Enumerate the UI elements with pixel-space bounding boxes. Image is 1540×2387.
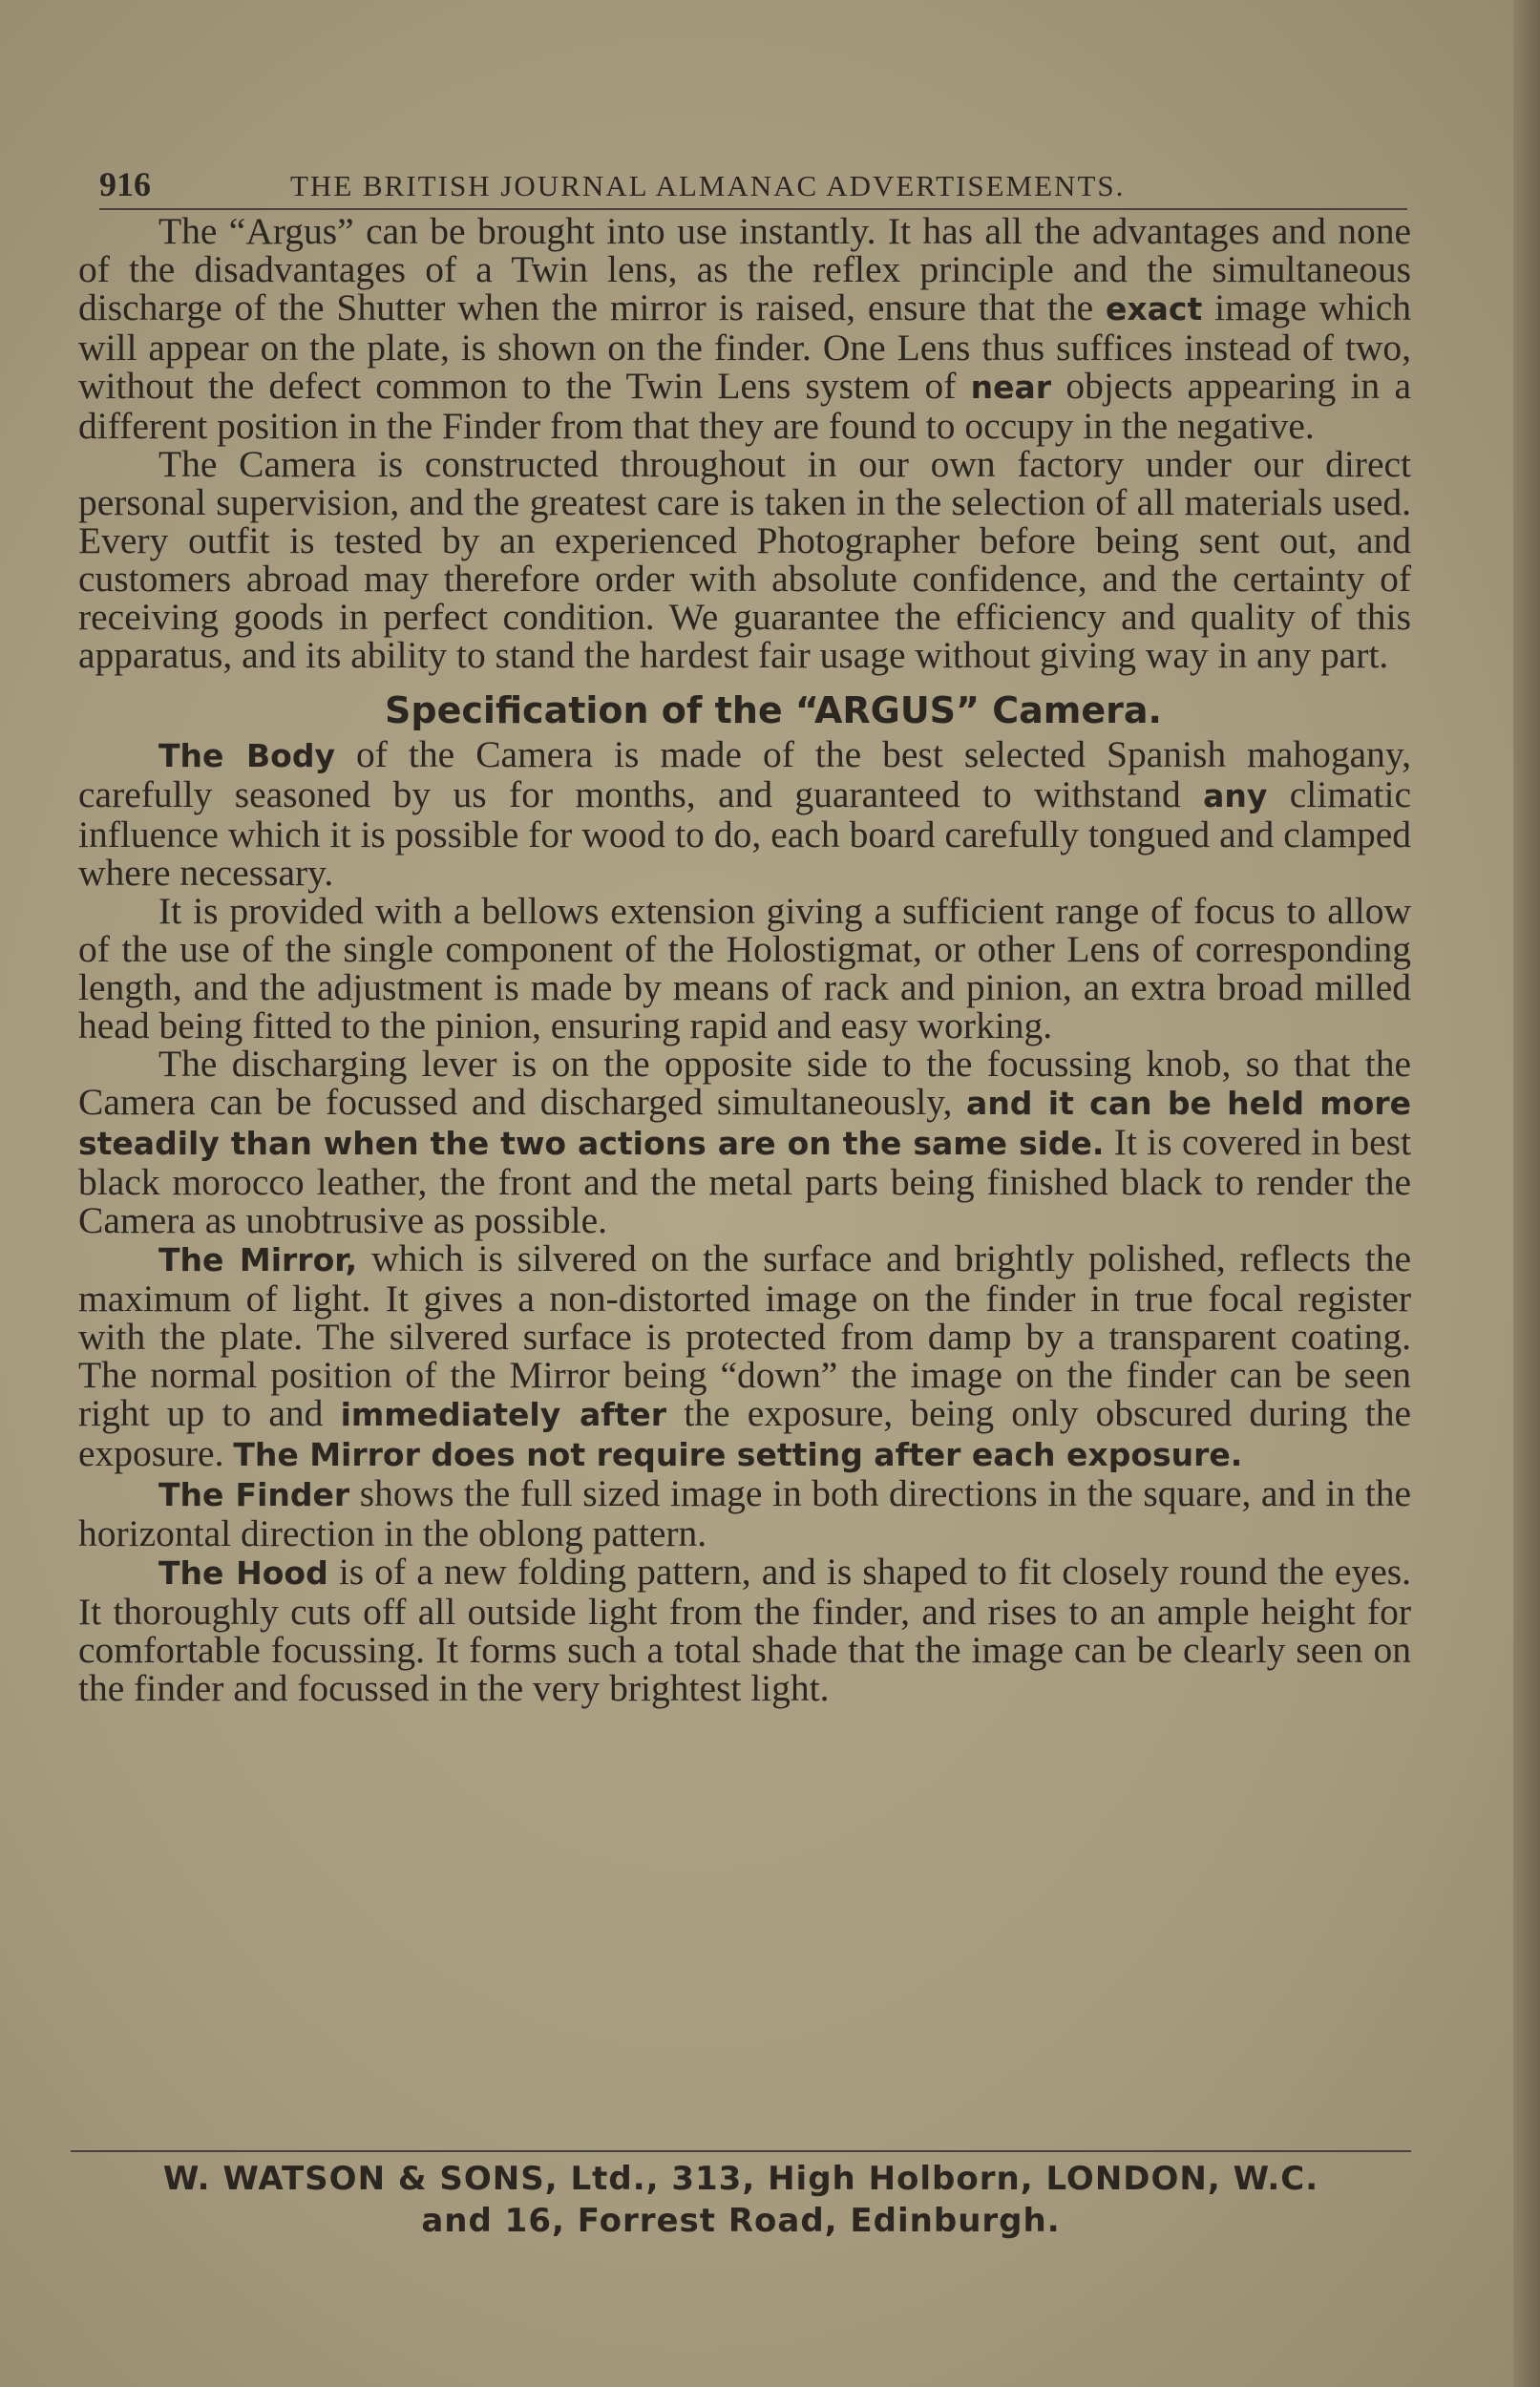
run-in-heading: The Body — [158, 737, 335, 774]
text-run: climatic influence which it is possible for wood to do, each board carefully tongued and clamped where necessary. — [78, 773, 1411, 894]
emphasis: any — [1203, 777, 1268, 814]
specification-heading: Specification of the “ARGUS” Camera. — [385, 689, 1162, 731]
run-in-heading: The Mirror, — [158, 1241, 358, 1278]
text-run: which is silvered on the surface and brightly polished, reflects the maximum of light. It gives a non-distorted image on the finder in true focal register with the plate. The silvered surface is protected from damp by a transparent coating. The normal position of the Mirror being “down” the image on the finder can be seen right up to and — [78, 1237, 1411, 1434]
run-in-heading: The Hood — [158, 1554, 328, 1592]
bellows-paragraph: It is provided with a bellows extension giving a sufficient range of focus to allow of the use of the single component of the Holostigmat, or other Lens of corresponding length, and the adjustment is made by means of rack and pinion, an extra broad milled head being fitted to the pinion, ensuring rapid and easy working. — [78, 890, 1411, 1046]
address-line-1: W. WATSON & SONS, Ltd., 313, High Holborn, LONDON, W.C. — [162, 2160, 1319, 2198]
page-edge-shadow — [1513, 0, 1540, 2387]
address-line-2: and 16, Forrest Road, Edinburgh. — [421, 2202, 1061, 2240]
emphasis: immediately after — [340, 1396, 667, 1433]
page-header — [99, 164, 1407, 210]
page-number: 916 — [99, 165, 151, 203]
run-in-heading: The Finder — [158, 1476, 350, 1513]
body-paragraph — [78, 735, 1411, 892]
emphasis: exact — [1105, 290, 1203, 327]
text-run: It is covered in best black morocco leather, the front and the metal parts being finished black to render the Camera as unobtrusive as possible. — [78, 1121, 1411, 1241]
text-run: shows the full sized image in both directions in the square, and in the horizontal direction in the oblong pattern. — [78, 1472, 1411, 1554]
advertiser-address — [71, 2150, 1411, 2242]
emphasis: The Mirror does not require setting after each exposure. — [233, 1436, 1243, 1473]
text-run: of the Camera is made of the best selected Spanish mahogany, carefully seasoned by us for months, and guaranteed to withstand — [78, 733, 1411, 815]
emphasis: near — [970, 369, 1052, 406]
mirror-paragraph — [78, 1239, 1411, 1474]
advertisement-body — [78, 212, 1411, 1707]
lever-paragraph — [78, 1045, 1411, 1239]
running-head: THE BRITISH JOURNAL ALMANAC ADVERTISEMENTS. — [290, 169, 1126, 202]
text-run: The “Argus” can be brought into use instantly. It has all the advantages and none of the disadvantages of a Twin lens, as the reflex principle and the simultaneous discharge of the Shutter when the mirror is raised, ensure that the — [78, 210, 1411, 328]
text-run: the exposure, being only obscured during the exposure. — [78, 1392, 1411, 1474]
text-run: is of a new folding pattern, and is shaped to fit closely round the eyes. It thoroughly cuts off all outside light from the finder, and rises to an ample height for comfortable focussing. It forms such a total shade that the image can be clearly seen on the finder and focussed in the very brightest light. — [78, 1551, 1411, 1709]
hood-paragraph — [78, 1553, 1411, 1707]
emphasis: and it can be held more steadily than when the two actions are on the same side. — [78, 1085, 1412, 1162]
factory-paragraph: The Camera is constructed throughout in our own factory under our direct personal supervision, and the greatest care is taken in the selection of all materials used. Every outfit is tested by an experienced Photographer before being sent out, and customers abroad may therefore order with absolute confidence, and the certainty of receiving goods in perfect condition. We guarantee the efficiency and quality of this apparatus, and its ability to stand the hardest fair usage without giving way in any part. — [78, 443, 1411, 676]
text-run: objects appearing in a different position in the Finder from that they are found to occupy in the negative. — [78, 365, 1411, 447]
text-run: The discharging lever is on the opposite side to the focussing knob, so that the Camera can be focussed and discharged simultaneously, — [78, 1043, 1411, 1123]
finder-paragraph — [78, 1474, 1411, 1553]
text-run: image which will appear on the plate, is shown on the finder. One Lens thus suffices instead of two, without the defect common to the Twin Lens system of — [78, 286, 1412, 407]
intro-paragraph — [78, 212, 1411, 445]
